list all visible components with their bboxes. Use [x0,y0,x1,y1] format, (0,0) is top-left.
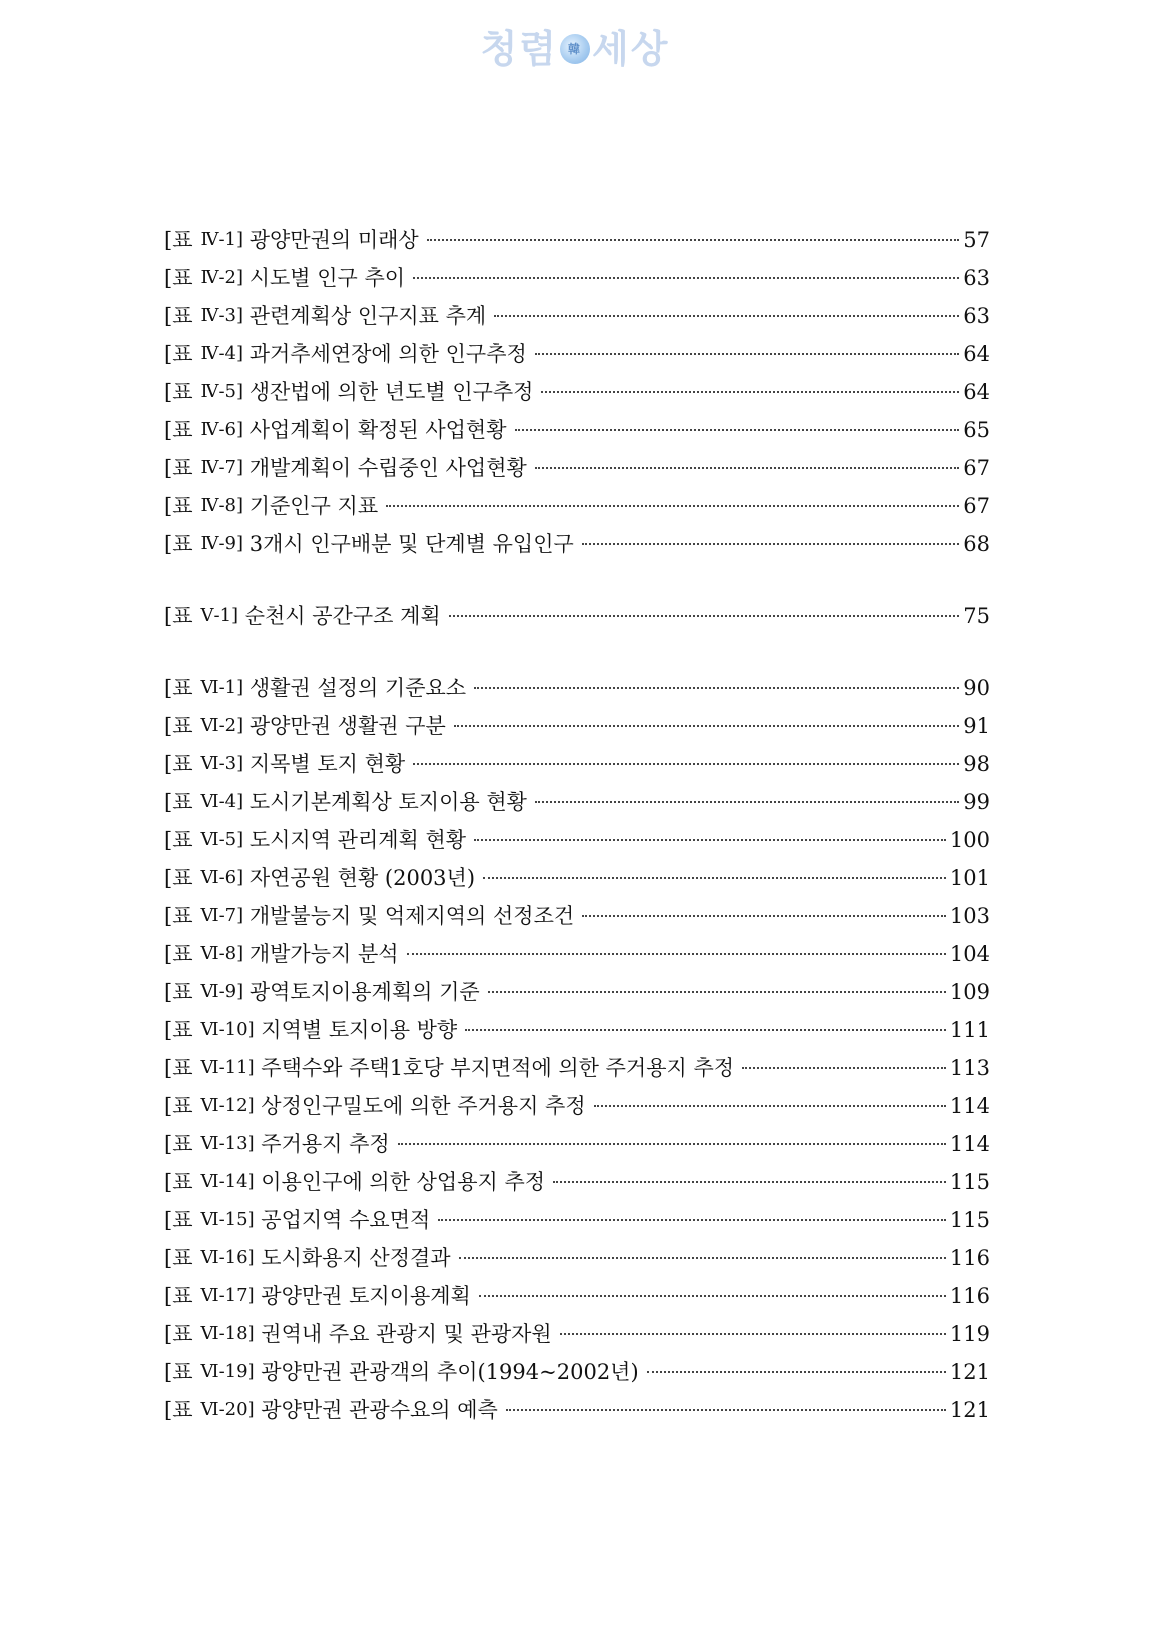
toc-entry-number: Ⅵ-5] [200,829,244,850]
toc-entry-prefix: [표 [164,604,193,628]
toc-entry-title: 관련계획상 인구지표 추계 [249,304,487,328]
toc-entry-prefix: [표 [164,304,193,328]
toc-leader-dots [398,1143,946,1145]
toc-entry[interactable] [164,297,990,335]
toc-entry-label [164,487,378,525]
toc-leader-dots [541,391,959,393]
toc-entry-page: 98 [963,752,990,776]
toc-entry-label [164,411,507,449]
toc-entry-prefix: [표 [164,942,193,966]
toc-entry-page: 63 [963,304,990,328]
toc-entry-prefix: [표 [164,228,193,252]
toc-entry-number: Ⅳ-4] [200,343,244,364]
toc-entry-title: 광양만권의 미래상 [249,228,419,252]
toc-entry-title: 생잔법에 의한 년도별 인구추정 [249,380,534,404]
toc-entry-title: 생활권 설정의 기준요소 [249,676,467,700]
toc-leader-dots [454,725,959,727]
toc-entry-title: 상정인구밀도에 의한 주거용지 추정 [261,1094,586,1118]
toc-entry-label [164,1125,390,1163]
toc-entry-title: 개발가능지 분석 [249,942,399,966]
toc-entry[interactable] [164,935,990,973]
toc-entry-title: 기준인구 지표 [249,494,379,518]
toc-entry-label [164,373,533,411]
toc-entry-number: Ⅵ-17] [200,1285,255,1306]
toc-entry-prefix: [표 [164,1246,193,1270]
toc-entry-label [164,821,466,859]
toc-group [164,597,990,635]
toc-entry-title: 공업지역 수요면적 [261,1208,431,1232]
table-of-tables [164,221,990,1429]
toc-entry-prefix: [표 [164,714,193,738]
toc-entry-title: 자연공원 현황 (2003년) [249,866,476,890]
toc-entry-number: Ⅵ-14] [200,1171,255,1192]
toc-entry-title: 개발불능지 및 억제지역의 선정조건 [249,904,575,928]
toc-entry-page: 113 [949,1056,990,1080]
toc-entry-title: 3개시 인구배분 및 단계별 유입인구 [249,532,574,556]
toc-entry-label [164,973,480,1011]
toc-entry-page: 116 [949,1284,990,1308]
toc-entry-page: 116 [949,1246,990,1270]
watermark-text-right: 세상 [592,27,670,71]
toc-entry-number: Ⅵ-10] [200,1019,255,1040]
toc-entry-title: 이용인구에 의한 상업용지 추정 [261,1170,546,1194]
toc-entry-page: 114 [949,1132,990,1156]
toc-entry-page: 68 [963,532,990,556]
toc-entry-page: 67 [963,456,990,480]
toc-entry-prefix: [표 [164,752,193,776]
toc-entry[interactable] [164,1201,990,1239]
toc-entry-prefix: [표 [164,1322,193,1346]
toc-leader-dots [407,953,946,955]
toc-entry[interactable] [164,259,990,297]
toc-entry-title: 광양만권 관광객의 추이(1994~2002년) [261,1360,639,1384]
toc-leader-dots [483,877,946,879]
toc-leader-dots [560,1333,946,1335]
watermark-text-left: 청렴 [480,27,558,71]
toc-entry-prefix: [표 [164,1132,193,1156]
toc-entry-prefix: [표 [164,828,193,852]
toc-entry-number: Ⅵ-1] [200,677,244,698]
toc-entry-number: Ⅵ-4] [200,791,244,812]
toc-entry-page: 104 [949,942,990,966]
toc-group [164,221,990,563]
toc-entry-title: 순천시 공간구조 계획 [244,604,441,628]
watermark-logo [0,18,1150,73]
toc-leader-dots [386,505,959,507]
toc-entry-title: 지목별 토지 현황 [249,752,406,776]
toc-entry[interactable] [164,669,990,707]
toc-entry-page: 111 [949,1018,990,1042]
toc-entry-page: 121 [949,1360,990,1384]
toc-entry-title: 과거추세연장에 의한 인구추정 [249,342,527,366]
toc-entry[interactable] [164,973,990,1011]
toc-entry-label [164,335,527,373]
toc-entry-prefix: [표 [164,790,193,814]
toc-entry-page: 65 [963,418,990,442]
toc-entry-label [164,297,486,335]
toc-leader-dots [479,1295,946,1297]
toc-leader-dots [494,315,959,317]
toc-entry-label [164,669,466,707]
toc-entry-label [164,859,475,897]
toc-leader-dots [742,1067,946,1069]
toc-entry[interactable] [164,821,990,859]
toc-entry-label [164,1163,545,1201]
toc-entry-page: 121 [949,1398,990,1422]
toc-entry-number: Ⅳ-6] [200,419,244,440]
toc-leader-dots [582,543,959,545]
toc-entry[interactable] [164,1011,990,1049]
toc-entry-prefix: [표 [164,980,193,1004]
toc-entry-prefix: [표 [164,1056,193,1080]
toc-entry-prefix: [표 [164,904,193,928]
toc-entry-number: Ⅵ-6] [200,867,244,888]
toc-entry[interactable] [164,411,990,449]
toc-entry-label [164,259,405,297]
toc-entry[interactable] [164,335,990,373]
toc-entry-prefix: [표 [164,456,193,480]
toc-entry-number: Ⅵ-16] [200,1247,255,1268]
toc-entry-label [164,1239,451,1277]
toc-entry-title: 사업계획이 확정된 사업현황 [249,418,507,442]
toc-entry-number: Ⅳ-3] [200,305,244,326]
toc-entry-number: Ⅵ-20] [200,1399,255,1420]
toc-group [164,669,990,1429]
toc-entry[interactable] [164,1277,990,1315]
toc-entry[interactable] [164,1315,990,1353]
toc-leader-dots [553,1181,946,1183]
toc-entry-label [164,1315,552,1353]
toc-entry-label [164,707,446,745]
toc-entry-page: 109 [949,980,990,1004]
toc-entry-page: 57 [963,228,990,252]
toc-entry-title: 도시기본계획상 토지이용 현황 [249,790,527,814]
toc-entry-page: 90 [963,676,990,700]
toc-entry-label [164,449,527,487]
toc-leader-dots [506,1409,946,1411]
toc-entry-prefix: [표 [164,266,193,290]
toc-entry-number: Ⅵ-2] [200,715,244,736]
toc-entry-title: 광양만권 토지이용계획 [261,1284,471,1308]
toc-entry[interactable] [164,597,990,635]
toc-entry[interactable] [164,707,990,745]
toc-entry-title: 주거용지 추정 [261,1132,390,1156]
toc-entry[interactable] [164,897,990,935]
toc-entry-label [164,935,399,973]
toc-entry[interactable] [164,525,990,563]
toc-entry-title: 광역토지이용계획의 기준 [249,980,480,1004]
toc-entry-prefix: [표 [164,342,193,366]
toc-entry-label [164,783,527,821]
toc-entry-number: Ⅵ-9] [200,981,244,1002]
toc-entry-prefix: [표 [164,1018,193,1042]
toc-entry[interactable] [164,1353,990,1391]
toc-entry[interactable] [164,1087,990,1125]
toc-entry-prefix: [표 [164,380,193,404]
toc-entry-number: Ⅳ-7] [200,457,244,478]
toc-leader-dots [413,763,959,765]
toc-entry-title: 도시지역 관리계획 현황 [249,828,467,852]
toc-entry-number: Ⅵ-12] [200,1095,255,1116]
toc-entry-prefix: [표 [164,1208,193,1232]
toc-leader-dots [535,467,959,469]
toc-entry-page: 115 [949,1208,990,1232]
toc-entry-page: 119 [949,1322,990,1346]
toc-entry-prefix: [표 [164,418,193,442]
toc-entry-prefix: [표 [164,1094,193,1118]
toc-entry-page: 64 [963,342,990,366]
toc-entry-number: Ⅳ-5] [200,381,244,402]
toc-entry-prefix: [표 [164,1398,193,1422]
toc-entry-page: 114 [949,1094,990,1118]
toc-entry-label [164,1277,471,1315]
toc-entry[interactable] [164,859,990,897]
toc-leader-dots [594,1105,946,1107]
toc-entry-title: 권역내 주요 관광지 및 관광자원 [261,1322,552,1346]
toc-leader-dots [582,915,946,917]
toc-entry-page: 75 [963,604,990,628]
toc-entry-prefix: [표 [164,1170,193,1194]
toc-entry[interactable] [164,1239,990,1277]
toc-entry-prefix: [표 [164,532,193,556]
toc-entry-label [164,221,419,259]
toc-entry-prefix: [표 [164,866,193,890]
toc-entry-prefix: [표 [164,1360,193,1384]
toc-entry-number: Ⅵ-11] [200,1057,255,1078]
toc-entry-label [164,745,405,783]
toc-entry-page: 100 [949,828,990,852]
toc-entry[interactable] [164,1163,990,1201]
toc-entry[interactable] [164,1049,990,1087]
toc-entry-title: 개발계획이 수립중인 사업현황 [249,456,527,480]
toc-leader-dots [427,239,960,241]
toc-entry-number: Ⅳ-2] [200,267,244,288]
toc-leader-dots [474,839,946,841]
toc-entry-title: 광양만권 관광수요의 예측 [261,1398,498,1422]
toc-entry-number: Ⅵ-7] [200,905,244,926]
toc-entry-page: 99 [963,790,990,814]
toc-entry-number: Ⅳ-1] [200,229,244,250]
toc-entry-page: 103 [949,904,990,928]
toc-entry-title: 지역별 토지이용 방향 [261,1018,458,1042]
toc-leader-dots [535,801,959,803]
toc-leader-dots [413,277,959,279]
toc-entry[interactable] [164,373,990,411]
toc-entry-page: 91 [963,714,990,738]
toc-leader-dots [465,1029,946,1031]
toc-entry[interactable] [164,221,990,259]
toc-entry-page: 115 [949,1170,990,1194]
toc-entry-label [164,1201,430,1239]
toc-entry[interactable] [164,1125,990,1163]
toc-entry[interactable] [164,487,990,525]
toc-leader-dots [449,615,960,617]
toc-entry-page: 63 [963,266,990,290]
toc-entry-number: Ⅴ-1] [200,605,239,626]
toc-leader-dots [647,1371,946,1373]
toc-entry-label [164,1353,639,1391]
toc-entry-number: Ⅳ-8] [200,495,244,516]
watermark-globe-icon: 韓 [560,34,590,64]
toc-entry-page: 64 [963,380,990,404]
toc-entry-number: Ⅵ-13] [200,1133,255,1154]
toc-entry-number: Ⅵ-19] [200,1361,255,1382]
toc-entry-title: 주택수와 주택1호당 부지면적에 의한 주거용지 추정 [261,1056,735,1080]
toc-entry-label [164,597,441,635]
toc-entry-label [164,1049,734,1087]
toc-leader-dots [459,1257,946,1259]
toc-entry-number: Ⅵ-15] [200,1209,255,1230]
toc-entry-prefix: [표 [164,494,193,518]
toc-leader-dots [474,687,959,689]
toc-entry[interactable] [164,783,990,821]
toc-entry-title: 시도별 인구 추이 [249,266,406,290]
toc-leader-dots [438,1219,946,1221]
toc-entry[interactable] [164,1391,990,1429]
toc-entry-title: 광양만권 생활권 구분 [249,714,446,738]
toc-entry-label [164,897,574,935]
toc-entry-number: Ⅵ-8] [200,943,244,964]
toc-entry[interactable] [164,449,990,487]
toc-entry-label [164,1087,586,1125]
toc-entry-prefix: [표 [164,676,193,700]
toc-entry-label [164,525,574,563]
toc-entry-page: 67 [963,494,990,518]
toc-entry-number: Ⅳ-9] [200,533,244,554]
toc-entry-title: 도시화용지 산정결과 [261,1246,451,1270]
toc-entry-prefix: [표 [164,1284,193,1308]
toc-entry-label [164,1011,457,1049]
toc-leader-dots [515,429,960,431]
toc-entry[interactable] [164,745,990,783]
toc-entry-number: Ⅵ-3] [200,753,244,774]
toc-leader-dots [488,991,946,993]
toc-entry-number: Ⅵ-18] [200,1323,255,1344]
toc-entry-page: 101 [949,866,990,890]
toc-entry-label [164,1391,498,1429]
toc-leader-dots [535,353,959,355]
